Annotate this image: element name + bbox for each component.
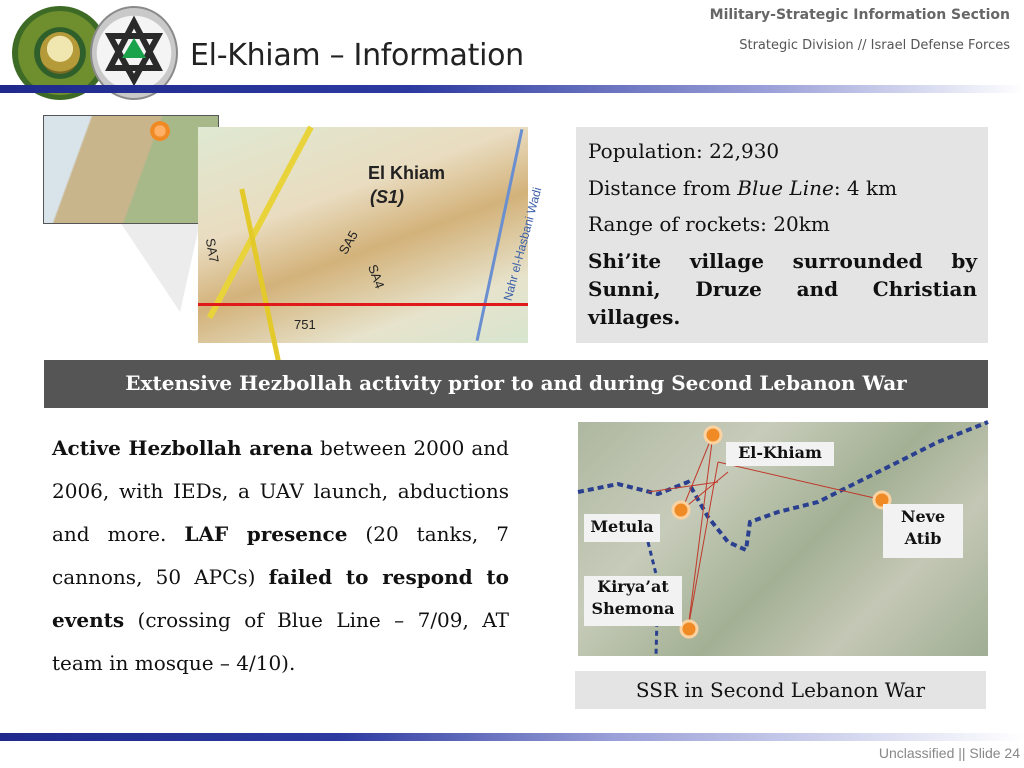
para-text: (crossing of Blue Line – 7/09, AT team in mosque – 4/10). xyxy=(52,608,509,675)
marker-el-khiam-icon xyxy=(705,427,721,443)
map-label-river: Nahr el-Hasbani Wadi xyxy=(500,185,545,303)
header-divider xyxy=(0,85,1024,93)
river xyxy=(476,129,524,341)
location-marker-icon xyxy=(150,121,170,141)
para-bold-arena: Active Hezbollah arena xyxy=(52,436,313,460)
map-label-code: (S1) xyxy=(370,187,405,207)
ssr-range-line xyxy=(688,434,713,629)
ssr-range-line xyxy=(682,472,728,510)
ssr-map-caption: SSR in Second Lebanon War xyxy=(575,671,986,709)
overview-map xyxy=(43,115,219,224)
rockets-label: Range of rockets: xyxy=(588,212,774,236)
section-name: Military-Strategic Information Section xyxy=(709,7,1010,23)
marker-kiryat-shemona-icon xyxy=(681,621,697,637)
map-label-road: SA5 xyxy=(335,228,361,257)
distance-line xyxy=(588,176,977,200)
footer-divider xyxy=(0,733,1024,741)
map-callout xyxy=(120,222,200,312)
hezbollah-activity-paragraph xyxy=(52,427,509,685)
map-label-place: El Khiam xyxy=(368,163,446,183)
footer-classification: Unclassified || Slide 24 xyxy=(878,745,1020,761)
population-label: Population: xyxy=(588,139,710,163)
label-line: Neve xyxy=(900,507,946,526)
division-name: Strategic Division // Israel Defense Forces xyxy=(739,38,1010,53)
distance-value: : 4 km xyxy=(833,176,898,200)
el-khiam-detail-map xyxy=(198,127,545,343)
map-label-road: SA4 xyxy=(365,262,388,291)
para-text: between 2000 and 2006, with IEDs, a UAV launch, abductions and more. xyxy=(52,436,509,546)
info-box xyxy=(576,127,988,343)
demographics-note: Shi’ite village surrounded by Sunni, Druze and Christian villages. xyxy=(588,249,977,329)
para-bold-failed: failed to respond to events xyxy=(52,565,509,632)
rockets-value: 20km xyxy=(773,212,830,236)
ssr-range-line xyxy=(648,482,718,492)
population-line xyxy=(588,139,977,163)
section-banner: Extensive Hezbollah activity prior to and during Second Lebanon War xyxy=(44,360,988,408)
map-label-road: SA7 xyxy=(202,237,222,264)
map-label-metula: Metula xyxy=(584,514,660,542)
para-bold-laf: LAF presence xyxy=(184,522,348,546)
ssr-map xyxy=(578,422,988,656)
label-line: Kirya’at xyxy=(597,577,669,596)
map-label-elevation: 751 xyxy=(294,317,316,332)
blue-line-term: Blue Line xyxy=(737,176,834,200)
blue-line-border xyxy=(198,303,528,306)
distance-label: Distance from xyxy=(588,176,738,200)
map-label-neve-atib xyxy=(883,504,963,558)
marker-metula-icon xyxy=(673,502,689,518)
page-title: El-Khiam – Information xyxy=(190,38,524,73)
rockets-line xyxy=(588,212,977,236)
map-label-kiryat-shemona xyxy=(584,576,682,626)
label-line: Shemona xyxy=(591,599,675,618)
para-text: (20 tanks, 7 cannons, 50 APCs) xyxy=(52,522,509,589)
label-line: Atib xyxy=(904,529,942,548)
population-value: 22,930 xyxy=(709,139,780,163)
map-label-el-khiam: El-Khiam xyxy=(726,442,834,466)
